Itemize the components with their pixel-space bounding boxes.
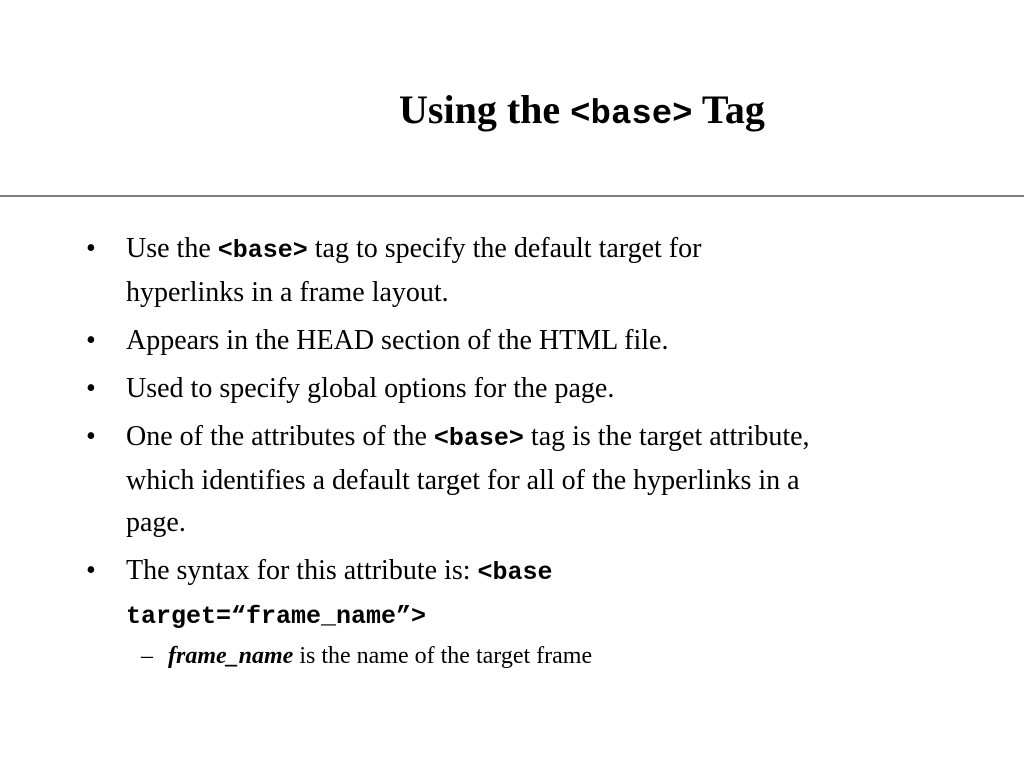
bullet-dot-icon: •: [86, 233, 96, 264]
bullet-text: hyperlinks in a frame layout.: [126, 277, 449, 308]
bullet-text: Use the: [126, 233, 218, 264]
sub-bullet-item: [0, 640, 984, 672]
bullet-text: Appears in the HEAD section of the HTML file.: [126, 325, 669, 356]
bullet-item: [0, 320, 1024, 362]
slide-title: [399, 86, 765, 139]
bullet-item: [0, 228, 1024, 314]
bullet-text: page.: [126, 507, 186, 538]
title-text-before: Using the: [399, 87, 571, 132]
bullet-text: tag to specify the default target for: [307, 233, 702, 264]
bullet-item: [0, 368, 1024, 410]
bullet-dot-icon: •: [86, 325, 96, 356]
sub-bullet-dash-icon: –: [141, 643, 153, 669]
title-divider: [0, 195, 1024, 197]
bullet-code: <base: [477, 558, 553, 587]
bullet-text: tag is the target attribute,: [523, 421, 810, 452]
title-text-after: Tag: [692, 87, 765, 132]
bullet-dot-icon: •: [86, 421, 96, 452]
sub-bullet-emphasis: frame_name: [168, 643, 294, 669]
bullet-code: target=“frame_name”>: [126, 602, 427, 631]
bullet-list: [0, 228, 1024, 678]
sub-bullet-text: is the name of the target frame: [293, 643, 593, 669]
bullet-code: <base>: [217, 236, 308, 265]
bullet-item: [0, 550, 1024, 672]
bullet-text: The syntax for this attribute is:: [126, 555, 478, 586]
bullet-dot-icon: •: [86, 555, 96, 586]
bullet-text: which identifies a default target for all of the hyperlinks in a: [126, 465, 800, 496]
title-code: <base>: [570, 96, 693, 134]
bullet-text: Used to specify global options for the page.: [126, 373, 615, 404]
bullet-dot-icon: •: [86, 373, 96, 404]
bullet-text: One of the attributes of the: [126, 421, 434, 452]
bullet-code: <base>: [433, 424, 524, 453]
bullet-item: [0, 416, 1024, 544]
